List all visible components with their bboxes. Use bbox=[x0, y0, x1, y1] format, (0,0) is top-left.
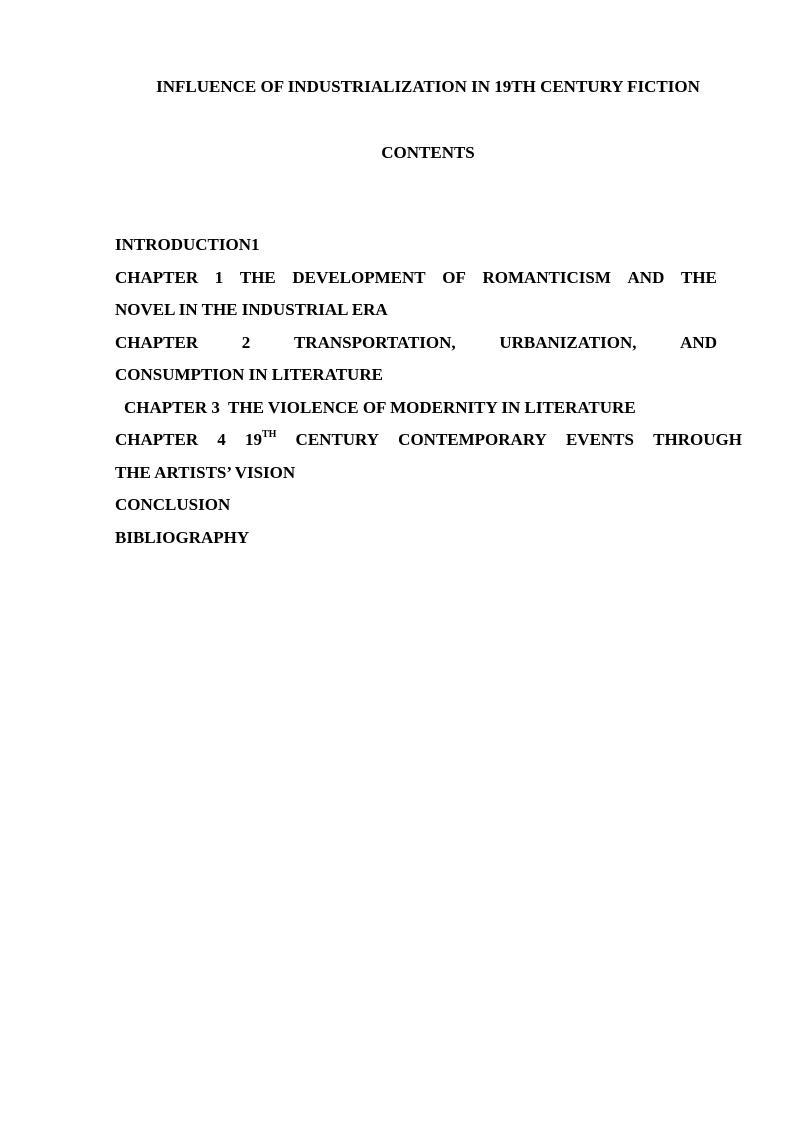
toc-word: 1 bbox=[214, 267, 224, 287]
toc-entry-chapter-2 bbox=[115, 327, 743, 392]
toc-word: THE bbox=[239, 267, 276, 287]
toc-chapter-4-line-1 bbox=[115, 424, 742, 457]
toc-entry-introduction bbox=[115, 229, 743, 262]
toc-chapter-3-label: CHAPTER 3 THE VIOLENCE OF MODERNITY IN LITERATURE bbox=[124, 397, 636, 417]
toc-bibliography-label: BIBLIOGRAPHY bbox=[115, 527, 250, 547]
toc-entry-chapter-1 bbox=[115, 262, 743, 327]
toc-word: AND bbox=[680, 332, 717, 352]
toc-word: AND bbox=[627, 267, 665, 287]
toc-entry-chapter-4 bbox=[115, 424, 743, 489]
toc-word: THE bbox=[681, 267, 717, 287]
toc-word: TRANSPORTATION, bbox=[293, 332, 456, 352]
toc-chapter-1-line-1 bbox=[115, 262, 717, 295]
toc-word: 4 bbox=[217, 430, 226, 449]
toc-chapter-2-line-1 bbox=[115, 327, 717, 360]
toc-word: DEVELOPMENT bbox=[292, 267, 426, 287]
toc-word: CONTEMPORARY bbox=[398, 430, 547, 449]
toc-word: CENTURY bbox=[295, 430, 380, 449]
toc-word: 19 bbox=[244, 430, 262, 449]
table-of-contents bbox=[115, 229, 743, 554]
toc-word: URBANIZATION, bbox=[499, 332, 637, 352]
toc-word: CHAPTER bbox=[115, 267, 199, 287]
toc-entry-bibliography bbox=[115, 522, 743, 555]
toc-entry-conclusion bbox=[115, 489, 743, 522]
toc-introduction-label: INTRODUCTION1 bbox=[115, 235, 260, 254]
toc-word: CHAPTER bbox=[115, 430, 199, 449]
toc-chapter-1-line-2: NOVEL IN THE INDUSTRIAL ERA bbox=[115, 300, 388, 319]
toc-word: CHAPTER bbox=[115, 332, 199, 352]
toc-entry-chapter-3 bbox=[115, 392, 743, 425]
toc-word: EVENTS bbox=[565, 430, 634, 449]
toc-chapter-4-line-2: THE ARTISTS’ VISION bbox=[115, 462, 296, 482]
document-title: INFLUENCE OF INDUSTRIALIZATION IN 19TH CENTURY FICTION bbox=[156, 77, 700, 96]
superscript-ordinal: TH bbox=[261, 429, 277, 441]
toc-chapter-2-line-2: CONSUMPTION IN LITERATURE bbox=[115, 365, 383, 384]
toc-word: OF bbox=[442, 267, 466, 287]
toc-conclusion-label: CONCLUSION bbox=[115, 495, 231, 514]
toc-word-with-superscript bbox=[245, 424, 276, 457]
contents-heading: CONTENTS bbox=[381, 143, 475, 162]
toc-word: ROMANTICISM bbox=[482, 267, 611, 287]
toc-word: THROUGH bbox=[653, 430, 742, 449]
toc-word: 2 bbox=[241, 332, 251, 352]
